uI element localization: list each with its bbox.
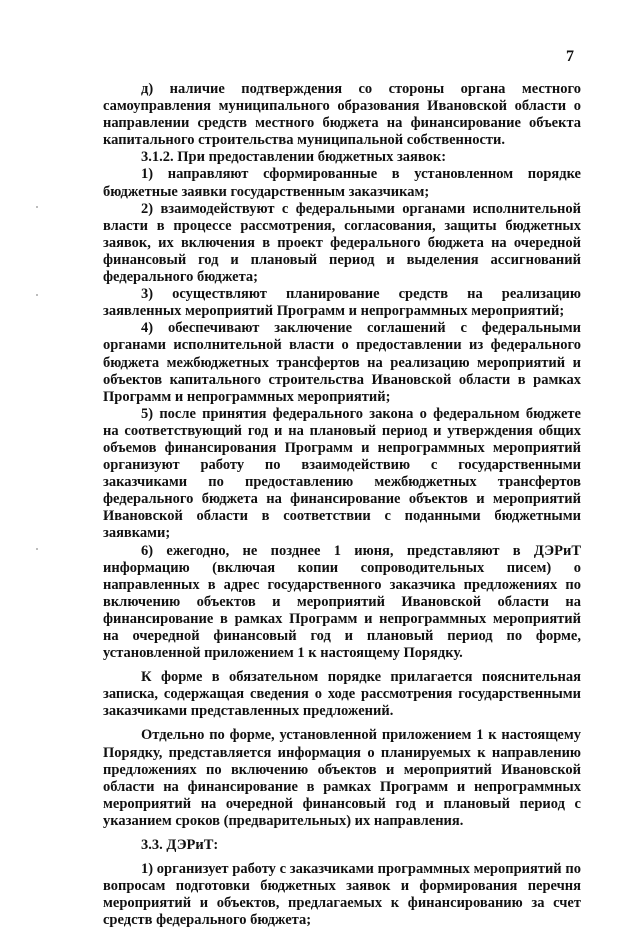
list-item-3-3-1: 1) организует работу с заказчиками программных мероприятий по вопросам подготовки бюджетных заявок и формирования перечня мероприятий и объектов, предлагаемых к финансированию за счет средств федерального бюджета; <box>103 861 581 929</box>
list-item-6: 6) ежегодно, не позднее 1 июня, представляют в ДЭРиТ информацию (включая копии сопроводительных писем) о направленных в адрес государственного заказчика предложениях по включению объектов и мероприятий Ивановской области на финансирование в рамках Программ и непрограммных мероприятий на очередной финансовый год и плановый период по форме, установленной приложением 1 к настоящему Порядку. <box>103 542 581 662</box>
page-number: 7 <box>566 48 574 65</box>
document-body <box>103 81 581 930</box>
paragraph-d-confirmation: д) наличие подтверждения со стороны органа местного самоуправления муниципального образования Ивановской области о направлении средств местного бюджета на финансирование объекта капитального строительства муниципальной собственности. <box>103 81 581 149</box>
list-item-1: 1) направляют сформированные в установленном порядке бюджетные заявки государственным заказчикам; <box>103 166 581 200</box>
paragraph-separate-form: Отдельно по форме, установленной приложением 1 к настоящему Порядку, представляется информация о планируемых к направлению предложениях по включению объектов и мероприятий Ивановской области на финансирование в рамках Программ и непрограммных мероприятий на очередной финансовый год и плановый период с указанием сроков (предварительных) их направления. <box>103 727 581 829</box>
scan-mark <box>36 206 38 208</box>
scan-mark <box>36 294 38 296</box>
scan-mark <box>36 548 38 550</box>
list-item-3: 3) осуществляют планирование средств на реализацию заявленных мероприятий Программ и непрограммных мероприятий; <box>103 286 581 320</box>
list-item-4: 4) обеспечивают заключение соглашений с федеральными органами исполнительной власти о предоставлении из федерального бюджета межбюджетных трансфертов на реализацию мероприятий и объектов капитального строительства Ивановской области в рамках Программ и непрограммных мероприятий; <box>103 320 581 405</box>
list-item-2: 2) взаимодействуют с федеральными органами исполнительной власти в процессе рассмотрения, согласования, защиты бюджетных заявок, их включения в проект федерального бюджета на очередной финансовый год и плановый период и выделения ассигнований федерального бюджета; <box>103 200 581 286</box>
list-item-5: 5) после принятия федерального закона о федеральном бюджете на соответствующий год и на плановый период и утверждения общих объемов финансирования Программ и непрограммных мероприятий организуют работу по взаимодействию с государственными заказчиками по предоставлению межбюджетных трансфертов федерального бюджета на финансирование объектов и мероприятий Ивановской области в соответствии с поданными бюджетными заявками; <box>103 405 581 542</box>
paragraph-explanatory-note: К форме в обязательном порядке прилагается пояснительная записка, содержащая сведения о ходе рассмотрения государственными заказчиками представленных предложений. <box>103 669 581 720</box>
section-heading-3-1-2: 3.1.2. При предоставлении бюджетных заявок: <box>141 149 447 166</box>
section-heading-3-3: 3.3. ДЭРиТ: <box>141 837 219 854</box>
